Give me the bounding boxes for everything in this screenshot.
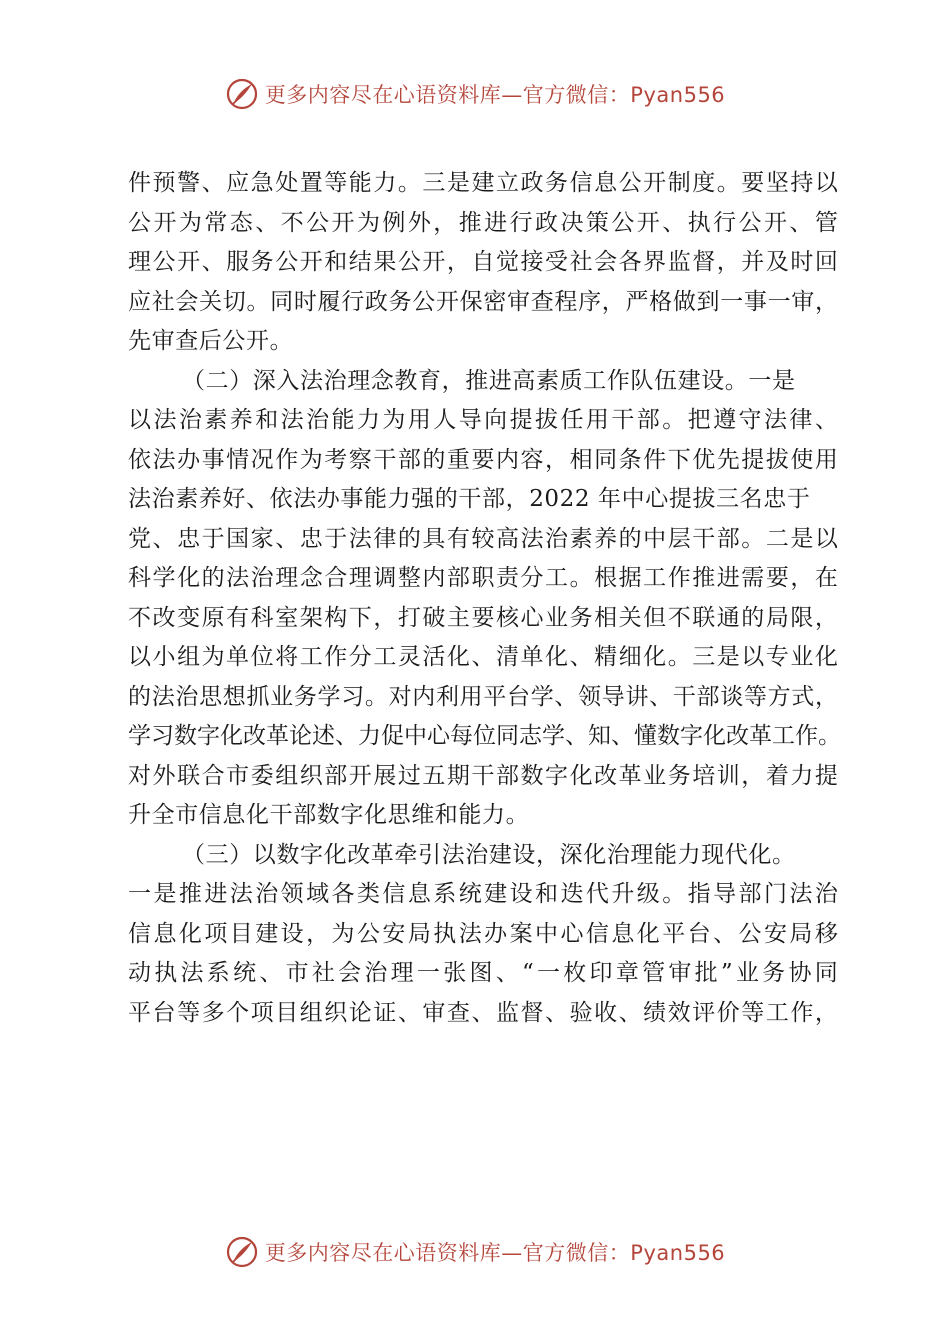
- paragraph-first-line: （二）深入法治理念教育，推进高素质工作队伍建设。一是: [182, 367, 796, 394]
- text-line: 件 预 警 、 应 急 处 置 等 能 力 。 三 是 建 立 政 务 信 息 公 开 制 度 。 要 坚 持 以: [128, 170, 838, 196]
- footer-watermark-banner: [0, 1230, 950, 1274]
- text-line: 升全市信息化干部数字化思维和能力。: [128, 802, 530, 828]
- quill-logo-icon: [225, 1235, 259, 1269]
- header-watermark-banner: [0, 72, 950, 116]
- banner-text: 更多内容尽在心语资料库—官方微信：Pyan556: [264, 83, 726, 107]
- text-line: 动 执 法 系 统 、 市 社 会 治 理 一 张 图 、 “ 一 枚 印 章 管 审 批 ” 业 务 协 同: [128, 960, 838, 986]
- text-line: 理 公 开 、 服 务 公 开 和 结 果 公 开 ， 自 觉 接 受 社 会 各 界 监 督 ， 并 及 时 回: [128, 249, 838, 275]
- document-body: [128, 164, 841, 1033]
- text-line: 法治素养好、依法办事能力强的干部，2022 年中心提拔三名忠于: [128, 486, 811, 512]
- text-line: 信 息 化 项 目 建 设 ， 为 公 安 局 执 法 办 案 中 心 信 息 化 平 台 、 公 安 局 移: [128, 920, 838, 947]
- text-line: 先审查后公开。: [128, 328, 294, 354]
- text-line: 一 是 推 进 法 治 领 域 各 类 信 息 系 统 建 设 和 迭 代 升 级 。 指 导 部 门 法 治: [128, 881, 838, 907]
- text-line: 以 法 治 素 养 和 法 治 能 力 为 用 人 导 向 提 拔 任 用 干 部 。 把 遵 守 法 律 、: [128, 407, 838, 433]
- quill-logo-icon: [225, 77, 259, 111]
- text-line: 以 小 组 为 单 位 将 工 作 分 工 灵 活 化 、 清 单 化 、 精 细 化 。 三 是 以 专 业 化: [128, 644, 838, 670]
- text-line: 应 社 会 关 切 。 同 时 履 行 政 务 公 开 保 密 审 查 程 序 ， 严 格 做 到 一 事 一 审 ，: [128, 288, 838, 315]
- text-line: 对 外 联 合 市 委 组 织 部 开 展 过 五 期 干 部 数 字 化 改 革 业 务 培 训 ， 着 力 提: [128, 762, 838, 789]
- text-line: 公 开 为 常 态 、 不 公 开 为 例 外 ， 推 进 行 政 决 策 公 开 、 执 行 公 开 、 管: [128, 209, 838, 236]
- text-line: 平 台 等 多 个 项 目 组 织 论 证 、 审 查 、 监 督 、 验 收 、 绩 效 评 价 等 工 作 ，: [128, 999, 838, 1026]
- banner-text: 更多内容尽在心语资料库—官方微信：Pyan556: [264, 1241, 726, 1265]
- text-line: 依 法 办 事 情 况 作 为 考 察 干 部 的 重 要 内 容 ， 相 同 条 件 下 优 先 提 拔 使 用: [128, 446, 838, 473]
- text-line: 党 、 忠 于 国 家 、 忠 于 法 律 的 具 有 较 高 法 治 素 养 的 中 层 干 部 。 二 是 以: [128, 525, 838, 552]
- text-line: 不 改 变 原 有 科 室 架 构 下 ， 打 破 主 要 核 心 业 务 相 关 但 不 联 通 的 局 限 ，: [128, 604, 838, 631]
- text-line: 的 法 治 思 想 抓 业 务 学 习 。 对 内 利 用 平 台 学 、 领 导 讲 、 干 部 谈 等 方 式 ，: [128, 683, 838, 710]
- paragraph-first-line: （三）以数字化改革牵引法治建设，深化治理能力现代化。: [182, 841, 796, 868]
- text-line: 科 学 化 的 法 治 理 念 合 理 调 整 内 部 职 责 分 工 。 根 据 工 作 推 进 需 要 ， 在: [128, 565, 838, 591]
- text-line: 学 习 数 字 化 改 革 论 述 、 力 促 中 心 每 位 同 志 学 、 知 、 懂 数 字 化 改 革 工 作 。: [128, 723, 841, 749]
